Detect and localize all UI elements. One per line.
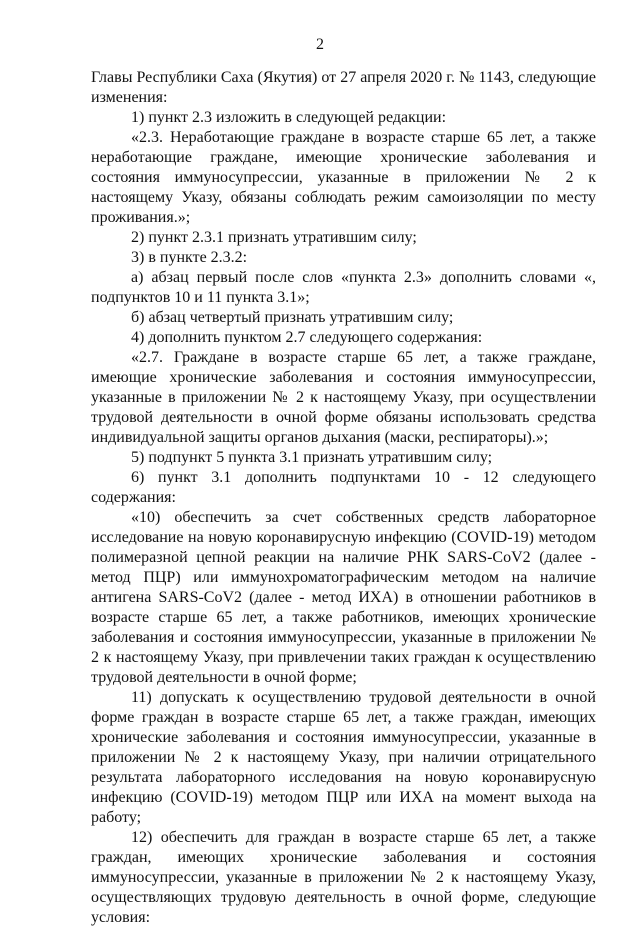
paragraph-item-5: 5) подпункт 5 пункта 3.1 признать утратившим силу; xyxy=(131,449,493,466)
paragraph-item-2: 2) пункт 2.3.1 признать утратившим силу; xyxy=(131,229,417,246)
paragraph-quote-2-3: «2.3. Неработающие граждане в возрасте старше 65 лет, а также неработающие граждане, имеющие хронические заболевания и состояния иммуносупрессии, указанные в приложении № 2 к настоящему Указу, обязаны соблюдать режим самоизоляции по месту проживания.»; xyxy=(91,129,596,226)
paragraph-item-3b: б) абзац четвертый признать утратившим силу; xyxy=(131,309,454,326)
paragraph-intro: Главы Республики Саха (Якутия) от 27 апреля 2020 г. № 1143, следующие изменения: xyxy=(91,69,596,106)
paragraph-item-3: 3) в пункте 2.3.2: xyxy=(131,249,248,266)
paragraph-item-4: 4) дополнить пунктом 2.7 следующего содержания: xyxy=(131,329,483,346)
document-body xyxy=(91,68,596,928)
paragraph-item-3a: а) абзац первый после слов «пункта 2.3» дополнить словами «, подпунктов 10 и 11 пункта 3.1»; xyxy=(91,269,596,306)
paragraph-quote-2-7: «2.7. Граждане в возрасте старше 65 лет, а также граждане, имеющие хронические заболевания и состояния иммуносупрессии, указанные в приложении № 2 к настоящему Указу, при осуществлении трудовой деятельности в очной форме обязаны использовать средства индивидуальной защиты органов дыхания (маски, респираторы).»; xyxy=(91,349,596,446)
paragraph-subitem-10: «10) обеспечить за счет собственных средств лабораторное исследование на новую коронавирусную инфекцию (COVID-19) методом полимеразной цепной реакции на наличие РНК SARS-CoV2 (далее - метод ПЦР) или иммунохроматографическим методом на наличие антигена SARS-CoV2 (далее - метод ИХА) в отношении работников в возрасте старше 65 лет, а также работников, имеющих хронические заболевания и состояния иммуносупрессии, указанные в приложении № 2 к настоящему Указу, при привлечении таких граждан к осуществлению трудовой деятельности в очной форме; xyxy=(91,509,596,686)
page-number: 2 xyxy=(316,36,324,53)
paragraph-subitem-12: 12) обеспечить для граждан в возрасте старше 65 лет, а также граждан, имеющих хронические заболевания и состояния иммуносупрессии, указанные в приложении № 2 к настоящему Указу, осуществляющих трудовую деятельность в очной форме, следующие условия: xyxy=(91,829,596,926)
paragraph-item-6: 6) пункт 3.1 дополнить подпунктами 10 - 12 следующего содержания: xyxy=(91,469,596,506)
paragraph-item-1: 1) пункт 2.3 изложить в следующей редакции: xyxy=(131,109,447,126)
paragraph-subitem-11: 11) допускать к осуществлению трудовой деятельности в очной форме граждан в возрасте старше 65 лет, а также граждан, имеющих хронические заболевания и состояния иммуносупрессии, указанные в приложении № 2 к настоящему Указу, при наличии отрицательного результата лабораторного исследования на новую коронавирусную инфекцию (COVID-19) методом ПЦР или ИХА на момент выхода на работу; xyxy=(91,689,596,826)
